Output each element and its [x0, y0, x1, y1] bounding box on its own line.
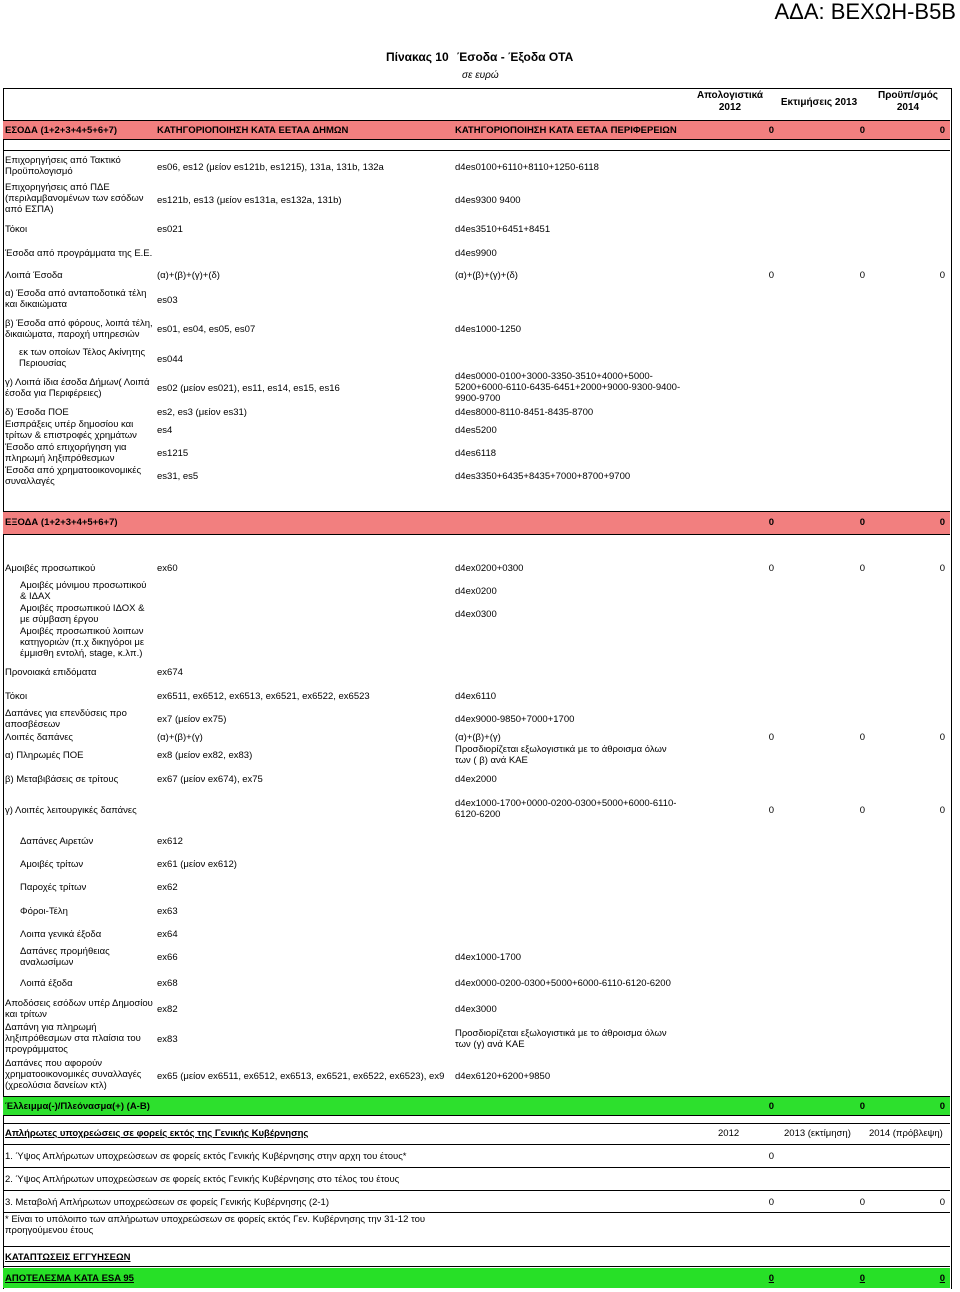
municipal-code: ex8 (μείον ex82, ex83)	[157, 750, 253, 761]
balance-label: Έλλειμμα(-)/Πλεόνασμα(+) (Α-Β)	[5, 1101, 150, 1112]
header-actual-2012: Απολογιστικά 2012	[696, 90, 764, 113]
table-row	[3, 667, 950, 680]
row-label: γ) Λοιπά ίδια έσοδα Δήμων( Λοιπά έσοδα για Περιφέρειες)	[5, 377, 150, 399]
balance-row	[3, 1096, 950, 1116]
separator	[3, 1167, 950, 1168]
table-row	[3, 603, 950, 627]
row-label: β) Έσοδα από φόρους, λοιπά τέλη, δικαιώματα, παροχή υπηρεσιών	[5, 318, 153, 340]
table-row	[3, 563, 950, 576]
guarantees-label: ΚΑΤΑΠΤΩΣΕΙΣ ΕΓΓΥΗΣΕΩΝ	[5, 1252, 131, 1263]
value-2013: 0	[859, 563, 865, 574]
municipal-code: ex66	[157, 952, 178, 963]
table-row	[3, 978, 950, 991]
row-label: Λοιπά έξοδα	[20, 978, 73, 989]
row-label: εκ των οποίων Τέλος Ακίνητης Περιουσίας	[19, 347, 146, 369]
regional-code: Προσδιορίζεται εξωλογιστικά με το άθροισμα όλων των ( β) ανά ΚΑΕ	[455, 744, 667, 766]
value-2014: 0	[939, 270, 945, 281]
separator	[3, 1190, 950, 1191]
row-label: Αμοιβές μόνιμου προσωπικού & ΙΔΑΧ	[20, 580, 147, 602]
municipal-code: ex67 (μείον ex674), ex75	[157, 774, 263, 785]
table-row	[3, 155, 950, 181]
arrears-title: Απλήρωτες υποχρεώσεις σε φορείς εκτός της Γενικής Κυβέρνησης	[5, 1128, 309, 1139]
revenue-total-label: ΕΣΟΔΑ (1+2+3+4+5+6+7)	[5, 125, 118, 136]
table-row	[3, 626, 950, 662]
revenue-total-2012: 0	[768, 125, 774, 136]
row-label: Λοιπές δαπάνες	[5, 732, 74, 743]
regional-code: d4ex0300	[455, 609, 497, 620]
municipal-code: ex65 (μείον ex6511, ex6512, ex6513, ex6521, ex6522, ex6523), ex9	[157, 1071, 445, 1082]
footnote-row	[3, 1214, 950, 1238]
municipal-code: ex6511, ex6512, ex6513, ex6521, ex6522, ex6523	[157, 691, 370, 702]
ada-code: ΑΔΑ: ΒΕΧΩΗ-Β5Β	[774, 0, 956, 24]
separator	[3, 1144, 950, 1145]
table-row	[3, 1174, 950, 1187]
regional-code: d4ex9000-9850+7000+1700	[455, 714, 575, 725]
table-row	[3, 859, 950, 872]
table-row	[3, 270, 950, 283]
regional-code: d4ex6120+6200+9850	[455, 1071, 551, 1082]
separator	[3, 1212, 950, 1213]
municipal-code: ex60	[157, 563, 178, 574]
row-label: Λοιπά Έσοδα	[5, 270, 63, 281]
value-2012: 0	[768, 732, 774, 743]
value-2012: 0	[768, 805, 774, 816]
arrears-header-2013: 2013 (εκτίμηση)	[784, 1128, 851, 1139]
row-label: γ) Λοιπές λειτουργικές δαπάνες	[5, 805, 137, 816]
row-label: Έσοδα από προγράμματα της Ε.Ε.	[5, 248, 153, 259]
table-row	[3, 465, 950, 489]
regional-classification-label: ΚΑΤΗΓΟΡΙΟΠΟΙΗΣΗ ΚΑΤΑ ΕΕΤΑΑ ΠΕΡΙΦΕΡΕΙΩΝ	[455, 125, 677, 136]
row-label: Εισπράξεις υπέρ δημοσίου και τρίτων & επιστροφές χρημάτων	[5, 419, 137, 441]
regional-code: d4es0000-0100+3000-3350-3510+4000+5000-5200+6000-6110-6435-6451+2000+9000-9300-9400-9900-9700	[455, 371, 681, 404]
municipal-code: ex64	[157, 929, 178, 940]
regional-code: d4ex0200+0300	[455, 563, 524, 574]
regional-code: d4es9900	[455, 248, 497, 259]
arrears-header-row	[3, 1128, 950, 1141]
municipal-code: es021	[157, 224, 183, 235]
separator	[3, 1123, 950, 1124]
table-row	[3, 946, 950, 970]
guarantees-row	[3, 1252, 950, 1265]
regional-code: d4ex0000-0200-0300+5000+6000-6110-6120-6200	[455, 978, 671, 989]
regional-code: (α)+(β)+(γ)	[455, 732, 501, 743]
separator	[3, 150, 950, 151]
table-row	[3, 798, 950, 822]
regional-code: d4es5200	[455, 425, 497, 436]
table-title: Πίνακας 10	[386, 50, 449, 64]
municipal-classification-label: ΚΑΤΗΓΟΡΙΟΠΟΙΗΣΗ ΚΑΤΑ ΕΕΤΑΑ ΔΗΜΩΝ	[157, 125, 349, 136]
row-label: Φόροι-Τέλη	[20, 906, 68, 917]
row-label: Τόκοι	[5, 224, 28, 235]
municipal-code: es02 (μείον es021), es11, es14, es15, es16	[157, 383, 340, 394]
esa-label: ΑΠΟΤΕΛΕΣΜΑ ΚΑΤΑ ESA 95	[5, 1273, 134, 1284]
row-label: Δαπάνες που αφορούν χρηματοοικονομικές συναλλαγές (χρεολύσια δανείων κτλ)	[5, 1058, 142, 1091]
regional-code: d4ex1000-1700+0000-0200-0300+5000+6000-6110-6120-6200	[455, 798, 677, 820]
table-row	[3, 371, 950, 407]
municipal-code: es1215	[157, 448, 189, 459]
table-row	[3, 288, 950, 314]
table-row	[3, 347, 950, 373]
row-label: β) Μεταβιβάσεις σε τρίτους	[5, 774, 119, 785]
row-label: Παροχές τρίτων	[20, 882, 87, 893]
table-row	[3, 318, 950, 344]
table-row	[3, 419, 950, 443]
value-2012: 0	[768, 1197, 774, 1208]
separator	[3, 1246, 950, 1247]
table-row	[3, 744, 950, 768]
table-row	[3, 1197, 950, 1210]
row-label: Έσοδα από χρηματοοικονομικές συναλλαγές	[5, 465, 142, 487]
regional-code: d4ex1000-1700	[455, 952, 522, 963]
table-row	[3, 1022, 950, 1058]
value-2013: 0	[859, 270, 865, 281]
row-label: 1. Ύψος Απλήρωτων υποχρεώσεων σε φορείς εκτός Γενικής Κυβέρνησης στην αρχη του έτους*	[5, 1151, 407, 1162]
esa-2013: 0	[859, 1273, 865, 1284]
regional-code: d4es8000-8110-8451-8435-8700	[455, 407, 594, 418]
table-row	[3, 442, 950, 466]
regional-code: (α)+(β)+(γ)+(δ)	[455, 270, 518, 281]
municipal-code: ex61 (μείον ex612)	[157, 859, 237, 870]
row-label: Αμοιβές προσωπικού ΙΔΟΧ & με σύμβαση έργου	[20, 603, 145, 625]
expense-total-2014: 0	[939, 517, 945, 528]
table-row	[3, 774, 950, 787]
currency-unit: σε ευρώ	[462, 70, 499, 81]
table-row	[3, 1151, 950, 1164]
balance-2014: 0	[939, 1101, 945, 1112]
table-row	[3, 1058, 950, 1094]
row-label: Επιχορηγήσεις από Τακτικό Προϋπολογισμό	[5, 155, 121, 177]
municipal-code: ex63	[157, 906, 178, 917]
regional-code: d4es6118	[455, 448, 497, 459]
balance-2013: 0	[859, 1101, 865, 1112]
municipal-code: es044	[157, 354, 183, 365]
table-row	[3, 882, 950, 895]
regional-code: d4ex0200	[455, 586, 497, 597]
value-2013: 0	[859, 1197, 865, 1208]
header-budget-2014: Προϋπ/σμός 2014	[877, 90, 939, 113]
municipal-code: es31, es5	[157, 471, 199, 482]
value-2012: 0	[768, 1151, 774, 1162]
table-row	[3, 708, 950, 732]
header-estimates-2013: Εκτιμήσεις 2013	[780, 97, 858, 108]
row-label: Δαπάνη για πληρωμή ληξιπρόθεσμων στα πλαίσια του προγράμματος	[5, 1022, 141, 1055]
municipal-code: es4	[157, 425, 173, 436]
regional-code: d4ex3000	[455, 1004, 497, 1015]
esa-2012: 0	[768, 1273, 774, 1284]
balance-2012: 0	[768, 1101, 774, 1112]
row-label: Αμοιβές προσωπικού λοιπων κατηγοριών (π.χ δικηγόροι με έμμισθη εντολή, stage, κ.λπ.)	[20, 626, 145, 659]
row-label: Επιχορηγήσεις από ΠΔΕ (περιλαμβανομένων των εσόδων από ΕΣΠΑ)	[5, 182, 144, 215]
municipal-code: ex674	[157, 667, 183, 678]
row-label: Προνοιακά επιδόματα	[5, 667, 97, 678]
expense-header-row	[3, 511, 950, 535]
value-2014: 0	[939, 732, 945, 743]
row-label: Δαπάνες Αιρετών	[20, 836, 94, 847]
table-row	[3, 182, 950, 218]
value-2012: 0	[768, 270, 774, 281]
value-2012: 0	[768, 563, 774, 574]
table-row	[3, 224, 950, 237]
municipal-code: (α)+(β)+(γ)+(δ)	[157, 270, 220, 281]
arrears-header-2014: 2014 (πρόβλεψη)	[869, 1128, 943, 1139]
table-row	[3, 906, 950, 919]
expense-total-2012: 0	[768, 517, 774, 528]
municipal-code: es121b, es13 (μείον es131a, es132a, 131b)	[157, 195, 342, 206]
table-row	[3, 248, 950, 261]
arrears-header-2012: 2012	[718, 1128, 740, 1139]
table-row	[3, 929, 950, 942]
municipal-code: ex83	[157, 1034, 178, 1045]
regional-code: d4ex6110	[455, 691, 497, 702]
row-label: Δαπάνες για επενδύσεις προ αποσβέσεων	[5, 708, 127, 730]
row-label: 3. Μεταβολή Απλήρωτων υποχρεώσεων σε φορείς Γενικής Κυβέρνησης (2-1)	[5, 1197, 329, 1208]
separator	[3, 1266, 950, 1267]
regional-code: d4es9300 9400	[455, 195, 521, 206]
regional-code: d4es1000-1250	[455, 324, 522, 335]
row-label: Δαπάνες προμήθειας αναλωσίμων	[20, 946, 110, 968]
revenue-total-2014: 0	[939, 125, 945, 136]
municipal-code: (α)+(β)+(γ)	[157, 732, 203, 743]
expense-total-label: ΕΞΟΔΑ (1+2+3+4+5+6+7)	[5, 517, 118, 528]
row-label: α) Πληρωμές ΠΟΕ	[5, 750, 84, 761]
municipal-code: es2, es3 (μείον es31)	[157, 407, 247, 418]
municipal-code: ex62	[157, 882, 178, 893]
value-2014: 0	[939, 805, 945, 816]
value-2014: 0	[939, 563, 945, 574]
regional-code: Προσδιορίζεται εξωλογιστικά με το άθροισμα όλων των (γ) ανά ΚΑΕ	[455, 1028, 667, 1050]
row-label: Λοιπα γενικά έξοδα	[20, 929, 102, 940]
municipal-code: ex68	[157, 978, 178, 989]
table-row	[3, 998, 950, 1022]
municipal-code: ex7 (μείον ex75)	[157, 714, 227, 725]
regional-code: d4es3350+6435+8435+7000+8700+9700	[455, 471, 631, 482]
table-row	[3, 580, 950, 604]
table-subtitle: Έσοδα - Έξοδα ΟΤΑ	[457, 50, 574, 64]
regional-code: d4es0100+6110+8110+1250-6118	[455, 162, 599, 173]
municipal-code: es06, es12 (μείον es121b, es1215), 131a, 131b, 132a	[157, 162, 384, 173]
table-row	[3, 691, 950, 704]
row-label: Αμοιβές προσωπικού	[5, 563, 96, 574]
row-label: Τόκοι	[5, 691, 28, 702]
table-row	[3, 836, 950, 849]
row-label: 2. Ύψος Απλήρωτων υποχρεώσεων σε φορείς εκτός Γενικής Κυβέρνησης στο τέλος του έτους	[5, 1174, 400, 1185]
esa-2014: 0	[939, 1273, 945, 1284]
esa-row	[3, 1268, 950, 1288]
regional-code: d4es3510+6451+8451	[455, 224, 551, 235]
regional-code: d4ex2000	[455, 774, 497, 785]
revenue-header-row	[3, 120, 950, 140]
row-label: δ) Έσοδα ΠΟΕ	[5, 407, 69, 418]
value-2014: 0	[939, 1197, 945, 1208]
municipal-code: es01, es04, es05, es07	[157, 324, 256, 335]
value-2013: 0	[859, 732, 865, 743]
municipal-code: ex82	[157, 1004, 178, 1015]
municipal-code: ex612	[157, 836, 183, 847]
row-label: Έσοδο από επιχορήγηση για πληρωμή ληξιπρόθεσμων	[5, 442, 127, 464]
row-label: Αμοιβές τρίτων	[20, 859, 84, 870]
row-label: α) Έσοδα από ανταποδοτικά τέλη και δικαιώματα	[5, 288, 147, 310]
value-2013: 0	[859, 805, 865, 816]
municipal-code: es03	[157, 295, 178, 306]
footnote: * Είναι το υπόλοιπο των απλήρωτων υποχρεώσεων σε φορείς εκτός Γεν. Κυβέρνησης την 31-12 του προηγούμενου έτους	[5, 1214, 426, 1236]
expense-total-2013: 0	[859, 517, 865, 528]
row-label: Αποδόσεις εσόδων υπέρ Δημοσίου και τρίτων	[5, 998, 153, 1020]
revenue-total-2013: 0	[859, 125, 865, 136]
